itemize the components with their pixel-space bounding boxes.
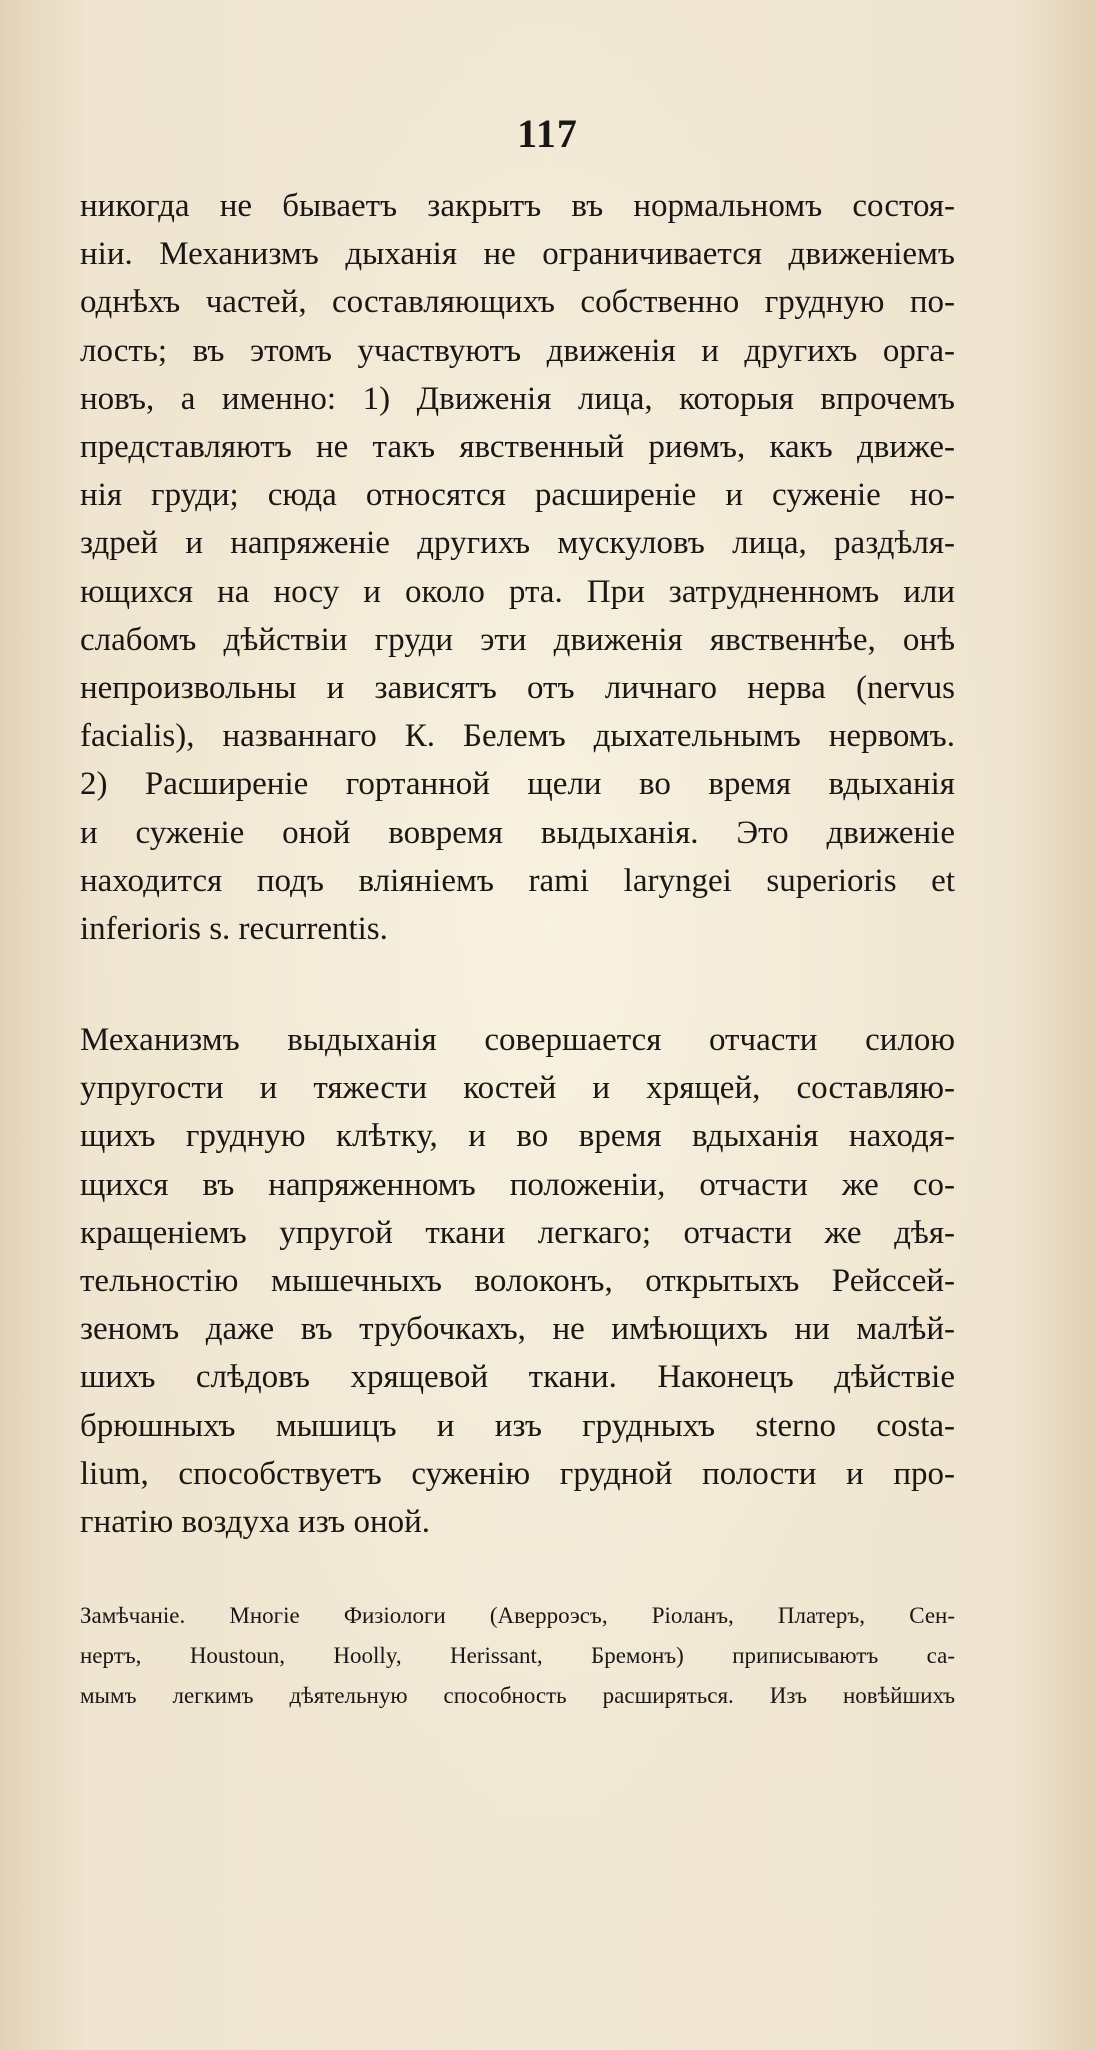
text-line: тельностію мышечныхъ волоконъ, открытыхъ Рейссей- [80, 1263, 955, 1300]
text-line: и суженіе оной вовремя выдыханія. Это движеніе [80, 814, 955, 851]
text-line: нія груди; сюда относятся расширеніе и суженіе но- [80, 477, 955, 514]
text-line: 2) Расширеніе гортанной щели во время вдыханія [80, 766, 955, 803]
text-line: facialis), названнаго К. Белемъ дыхательнымъ нервомъ. [80, 718, 955, 755]
text-line: кращеніемъ упругой ткани легкаго; отчасти же дѣя- [80, 1214, 955, 1251]
text-line: inferioris s. recurrentis. [80, 911, 388, 948]
footnote-line: Замѣчаніе. Многіе Физіологи (Аверроэсъ, Ріоланъ, Платеръ, Сен- [80, 1603, 955, 1628]
footnote-line: мымъ легкимъ дѣятельную способность расширяться. Изъ новѣйшихъ [80, 1683, 955, 1708]
text-line: упругости и тяжести костей и хрящей, составляю- [80, 1070, 955, 1107]
text-line: однѣхъ частей, составляющихъ собственно грудную по- [80, 284, 955, 321]
text-line: брюшныхъ мышицъ и изъ грудныхъ sterno costa- [80, 1407, 955, 1444]
footnote-line: нертъ, Houstoun, Hoolly, Herissant, Бремонъ) приписываютъ са- [80, 1643, 955, 1668]
text-line: новъ, а именно: 1) Движенія лица, которыя впрочемъ [80, 380, 955, 417]
text-line: ніи. Механизмъ дыханія не ограничивается движеніемъ [80, 236, 955, 273]
page-number: 117 [517, 111, 578, 156]
text-line: ющихся на носу и около рта. При затрудненномъ или [80, 573, 955, 610]
text-line: щихъ грудную клѣтку, и во время вдыханія находя- [80, 1118, 955, 1155]
text-line: лость; въ этомъ участвуютъ движенія и другихъ орга- [80, 332, 955, 369]
footnote [80, 1596, 955, 1716]
text-line: никогда не бываетъ закрытъ въ нормальномъ состоя- [80, 188, 955, 224]
text-line: шихъ слѣдовъ хрящевой ткани. Наконецъ дѣйствіе [80, 1359, 955, 1396]
paragraph-respiration-mechanism [80, 182, 955, 953]
paragraph-expiration-mechanism [80, 1016, 955, 1546]
text-line: находится подъ вліяніемъ rami laryngei superioris et [80, 862, 955, 899]
text-line: гнатію воздуха изъ оной. [80, 1504, 431, 1541]
text-line: щихся въ напряженномъ положеніи, отчасти же со- [80, 1166, 955, 1203]
text-line: lium, способствуетъ суженію грудной полости и про- [80, 1455, 955, 1492]
text-line: непроизвольны и зависятъ отъ личнаго нерва (nervus [80, 670, 955, 707]
text-line: зеномъ даже въ трубочкахъ, не имѣющихъ ни малѣй- [80, 1311, 955, 1348]
text-line: представляютъ не такъ явственный риѳмъ, какъ движе- [80, 429, 955, 466]
text-line: Механизмъ выдыханія совершается отчасти силою [80, 1022, 955, 1058]
text-line: слабомъ дѣйствіи груди эти движенія явственнѣе, онѣ [80, 621, 955, 658]
text-line: здрей и напряженіе другихъ мускуловъ лица, раздѣля- [80, 525, 955, 562]
